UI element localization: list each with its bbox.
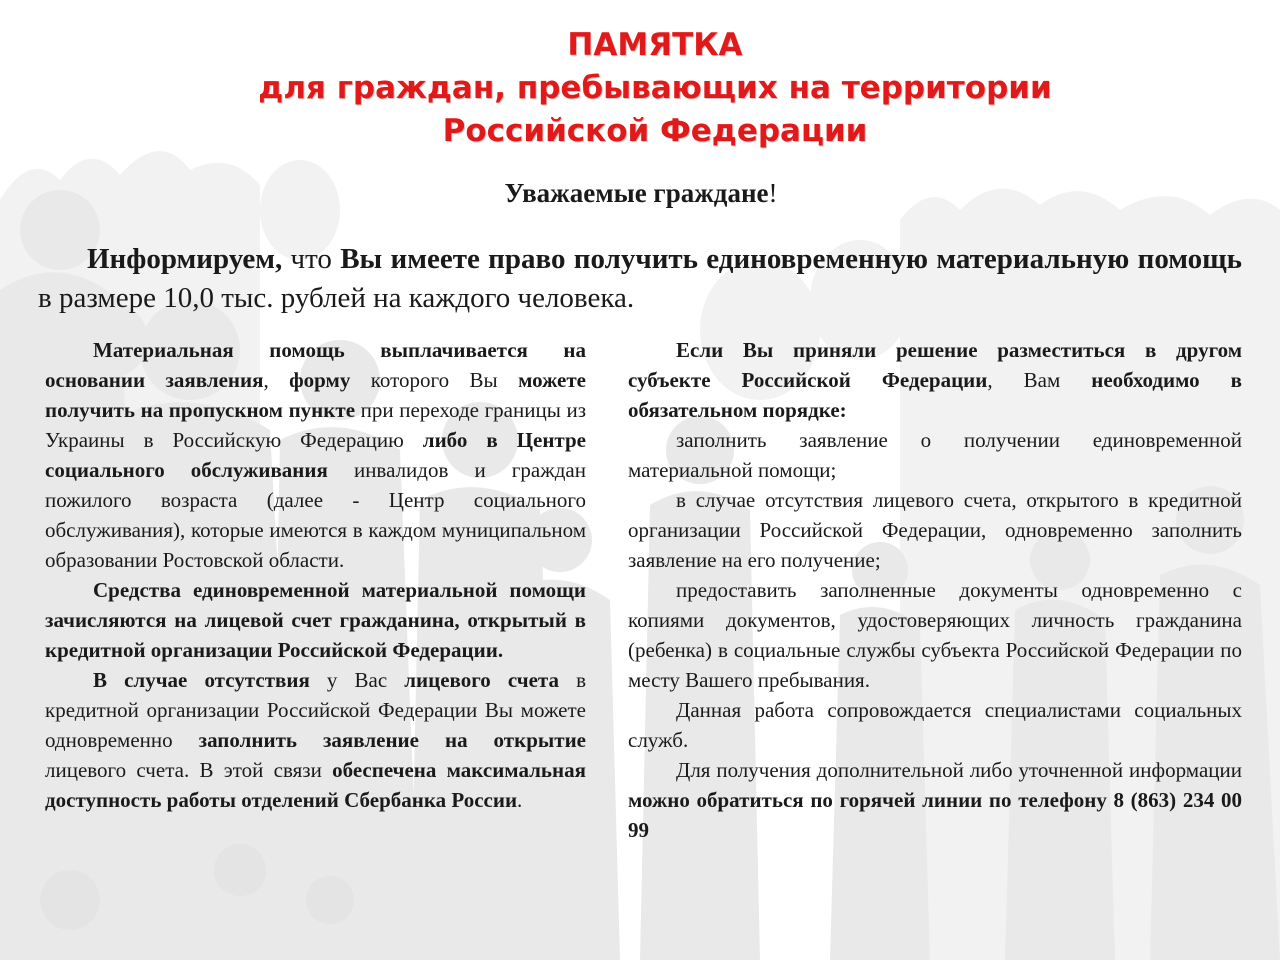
title-line-1: ПАМЯТКА xyxy=(567,27,743,63)
left-p3-text-2: в кредитной организации Российской Федерации Вы можете одновременно xyxy=(45,668,587,752)
intro-bold-1: Информируем, xyxy=(87,243,283,275)
intro-paragraph xyxy=(38,240,1242,318)
left-paragraph-2 xyxy=(45,575,586,665)
left-p1-bold-2: форму xyxy=(289,368,351,392)
left-p2-bold-1: Средства единовременной материальной помощи зачисляются на лицевой счет гражданина, открытый в кредитной организации Российской Федерации. xyxy=(45,578,586,662)
left-p3-bold-4: обеспечена максимальная доступность работы отделений Сбербанка России xyxy=(45,758,586,812)
title-line-3: Российской Федерации xyxy=(442,113,868,149)
greeting xyxy=(0,176,1280,210)
right-p6-text-1: Для получения дополнительной либо уточненной информации xyxy=(676,758,1242,782)
left-p3-bold-1: В случае отсутствия xyxy=(93,668,310,692)
right-paragraph-2: заполнить заявление о получении единовременной материальной помощи; xyxy=(628,428,1242,482)
left-p3-text-3: лицевого счета. В этой связи xyxy=(45,758,333,782)
right-paragraph-1 xyxy=(628,335,1242,425)
left-p3-bold-3: заполнить заявление на открытие xyxy=(198,728,586,752)
intro-bold-2: Вы имеете право получить единовременную материальную помощь xyxy=(340,243,1242,275)
hotline-phone: можно обратиться по горячей линии по телефону 8 (863) 234 00 99 xyxy=(628,788,1242,842)
right-p1-bold-1: Если Вы приняли решение разместиться в другом субъекте Российской Федерации xyxy=(628,338,1242,392)
left-p1-text-4: инвалидов и граждан пожилого возраста (далее - Центр социального обслуживания), которые имеются в каждом муниципальном образовании Ростовской области. xyxy=(45,458,586,572)
greeting-mark: ! xyxy=(768,178,778,208)
left-paragraph-1 xyxy=(45,335,586,575)
right-p1-text-1: , Вам xyxy=(987,368,1092,392)
intro-text-1: что xyxy=(282,243,341,275)
left-p1-text-3: при переходе границы из Украины в Российскую Федерацию xyxy=(45,398,586,452)
memo-title xyxy=(0,24,1280,153)
left-p3-text-4: . xyxy=(517,788,523,812)
right-paragraph-4: предоставить заполненные документы одновременно с копиями документов, удостоверяющих личность гражданина (ребенка) в социальные службы субъекта Российской Федерации по месту Вашего пребывания. xyxy=(628,578,1242,692)
left-column xyxy=(45,335,586,815)
greeting-text: Уважаемые граждане xyxy=(504,178,769,208)
left-paragraph-3 xyxy=(45,665,586,815)
left-p1-text-2: которого Вы xyxy=(350,368,519,392)
right-paragraph-3: в случае отсутствия лицевого счета, открытого в кредитной организации Российской Федерации, одновременно заполнить заявление на его получение; xyxy=(628,488,1242,572)
left-p3-text-1: у Вас xyxy=(309,668,405,692)
left-p1-bold-4: либо в Центре социального обслуживания xyxy=(45,428,586,482)
right-column xyxy=(628,335,1242,845)
left-p1-bold-3: можете получить на пропускном пункте xyxy=(45,368,586,422)
right-paragraph-5: Данная работа сопровождается специалистами социальных служб. xyxy=(628,698,1242,752)
title-line-2: для граждан, пребывающих на территории xyxy=(258,70,1052,106)
left-p1-bold-1: Материальная помощь выплачивается на основании заявления xyxy=(45,338,586,392)
right-p1-bold-2: необходимо в обязательном порядке: xyxy=(628,368,1243,422)
right-paragraph-6 xyxy=(628,755,1242,845)
left-p1-text-1: , xyxy=(263,368,290,392)
intro-text-2: в размере 10,0 тыс. рублей на каждого человека. xyxy=(38,282,635,314)
left-p3-bold-2: лицевого счета xyxy=(404,668,559,692)
